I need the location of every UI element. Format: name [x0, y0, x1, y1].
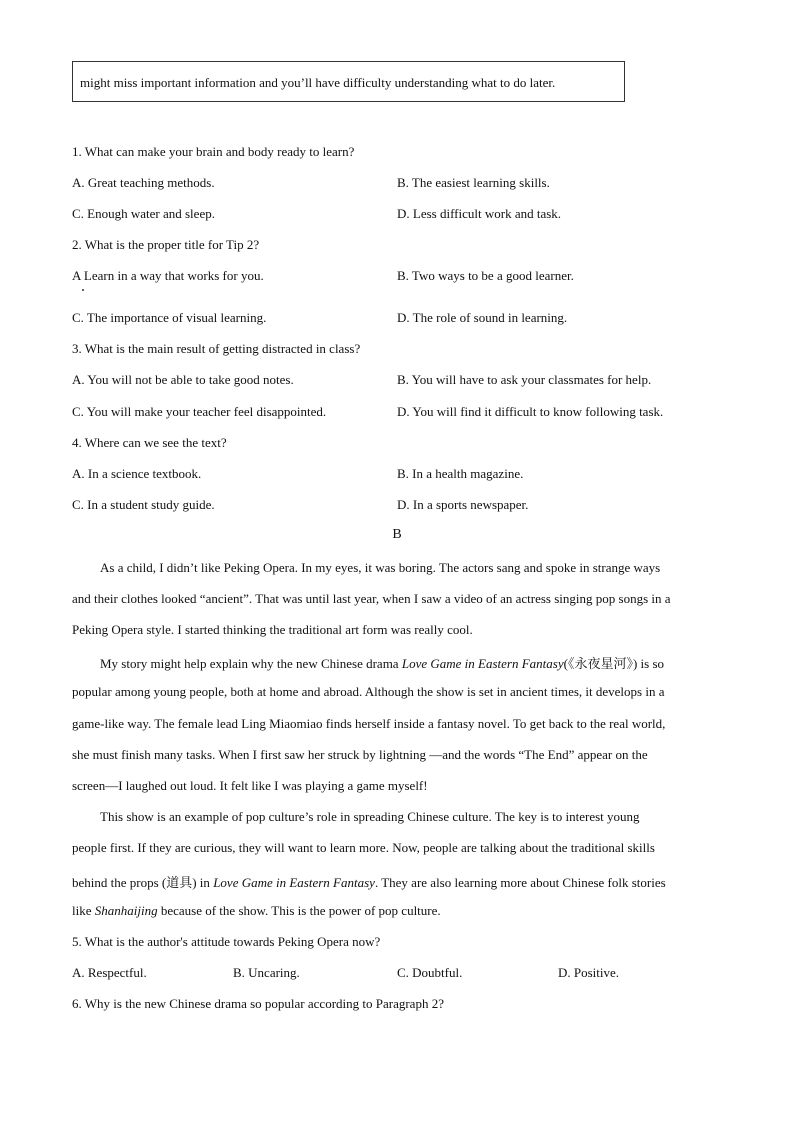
- q3-option-d: D. You will find it difficult to know following task.: [397, 404, 664, 419]
- question-1: 1. What can make your brain and body ready to learn?: [72, 144, 355, 159]
- passage-p2-line-1: [100, 653, 664, 672]
- passage-p2-line-2: popular among young people, both at home and abroad. Although the show is set in ancient times, it develops in a: [72, 684, 665, 699]
- q3-option-c: C. You will make your teacher feel disappointed.: [72, 404, 327, 419]
- passage-p3-line-1: This show is an example of pop culture’s role in spreading Chinese culture. The key is to interest young: [100, 809, 640, 824]
- q2-option-a: A Learn in a way that works for you.: [72, 268, 264, 283]
- q3-option-a: A. You will not be able to take good notes.: [72, 372, 294, 387]
- q2-option-b: B. Two ways to be a good learner.: [397, 268, 574, 283]
- stray-dot-mark: [82, 289, 84, 291]
- q5-option-d: D. Positive.: [558, 965, 620, 980]
- section-b-heading: B: [392, 527, 402, 542]
- passage-p3-line-2: people first. If they are curious, they will want to learn more. Now, people are talking about the traditional skills: [72, 840, 655, 855]
- q5-option-a: A. Respectful.: [72, 965, 147, 980]
- q2-option-d: D. The role of sound in learning.: [397, 310, 568, 325]
- q4-option-c: C. In a student study guide.: [72, 497, 215, 512]
- continuation-text-box: [72, 61, 625, 102]
- q1-option-b: B. The easiest learning skills.: [397, 175, 550, 190]
- p2-line-1-pre: My story might help explain why the new Chinese drama: [100, 656, 402, 671]
- drama-title: Love Game in Eastern Fantasy: [401, 656, 564, 671]
- q5-option-b: B. Uncaring.: [233, 965, 300, 980]
- question-2: 2. What is the proper title for Tip 2?: [72, 237, 260, 252]
- p3-line-4-pre: like: [72, 903, 95, 918]
- p2-line-1-post: (《永夜星河》) is so: [563, 656, 664, 671]
- question-6: 6. Why is the new Chinese drama so popular according to Paragraph 2?: [72, 996, 444, 1011]
- q1-option-a: A. Great teaching methods.: [72, 175, 215, 190]
- q3-option-b: B. You will have to ask your classmates for help.: [397, 372, 652, 387]
- q2-option-c: C. The importance of visual learning.: [72, 310, 267, 325]
- q4-option-a: A. In a science textbook.: [72, 466, 202, 481]
- q1-option-c: C. Enough water and sleep.: [72, 206, 215, 221]
- question-4: 4. Where can we see the text?: [72, 435, 227, 450]
- q5-option-c: C. Doubtful.: [397, 965, 463, 980]
- passage-p1-line-3: Peking Opera style. I started thinking the traditional art form was really cool.: [72, 622, 473, 637]
- passage-p2-line-5: screen—I laughed out loud. It felt like I was playing a game myself!: [72, 778, 428, 793]
- passage-p2-line-4: she must finish many tasks. When I first saw her struck by lightning —and the words “The End” appear on the: [72, 747, 648, 762]
- p3-line-3-post: . They are also learning more about Chinese folk stories: [374, 875, 666, 890]
- q4-option-b: B. In a health magazine.: [397, 466, 524, 481]
- passage-p3-line-4: [72, 903, 722, 919]
- passage-p3-line-3: [72, 872, 722, 891]
- p3-line-4-post: because of the show. This is the power of pop culture.: [157, 903, 441, 918]
- question-5: 5. What is the author's attitude towards Peking Opera now?: [72, 934, 381, 949]
- q4-option-d: D. In a sports newspaper.: [397, 497, 529, 512]
- question-3: 3. What is the main result of getting distracted in class?: [72, 341, 361, 356]
- box-text: might miss important information and you’ll have difficulty understanding what to do later.: [80, 75, 556, 90]
- passage-p2-line-3: game-like way. The female lead Ling Miaomiao finds herself inside a fantasy novel. To get back to the real world,: [72, 716, 666, 731]
- passage-p1-line-2: and their clothes looked “ancient”. That was until last year, when I saw a video of an actress singing pop songs in a: [72, 591, 671, 606]
- shanhaijing-title: Shanhaijing: [94, 903, 158, 918]
- passage-p1-line-1: As a child, I didn’t like Peking Opera. In my eyes, it was boring. The actors sang and spoke in strange ways: [100, 560, 661, 575]
- p3-line-3-pre: behind the props (道具) in: [72, 875, 214, 890]
- drama-title-ref: Love Game in Eastern Fantasy: [213, 875, 375, 890]
- q1-option-d: D. Less difficult work and task.: [397, 206, 562, 221]
